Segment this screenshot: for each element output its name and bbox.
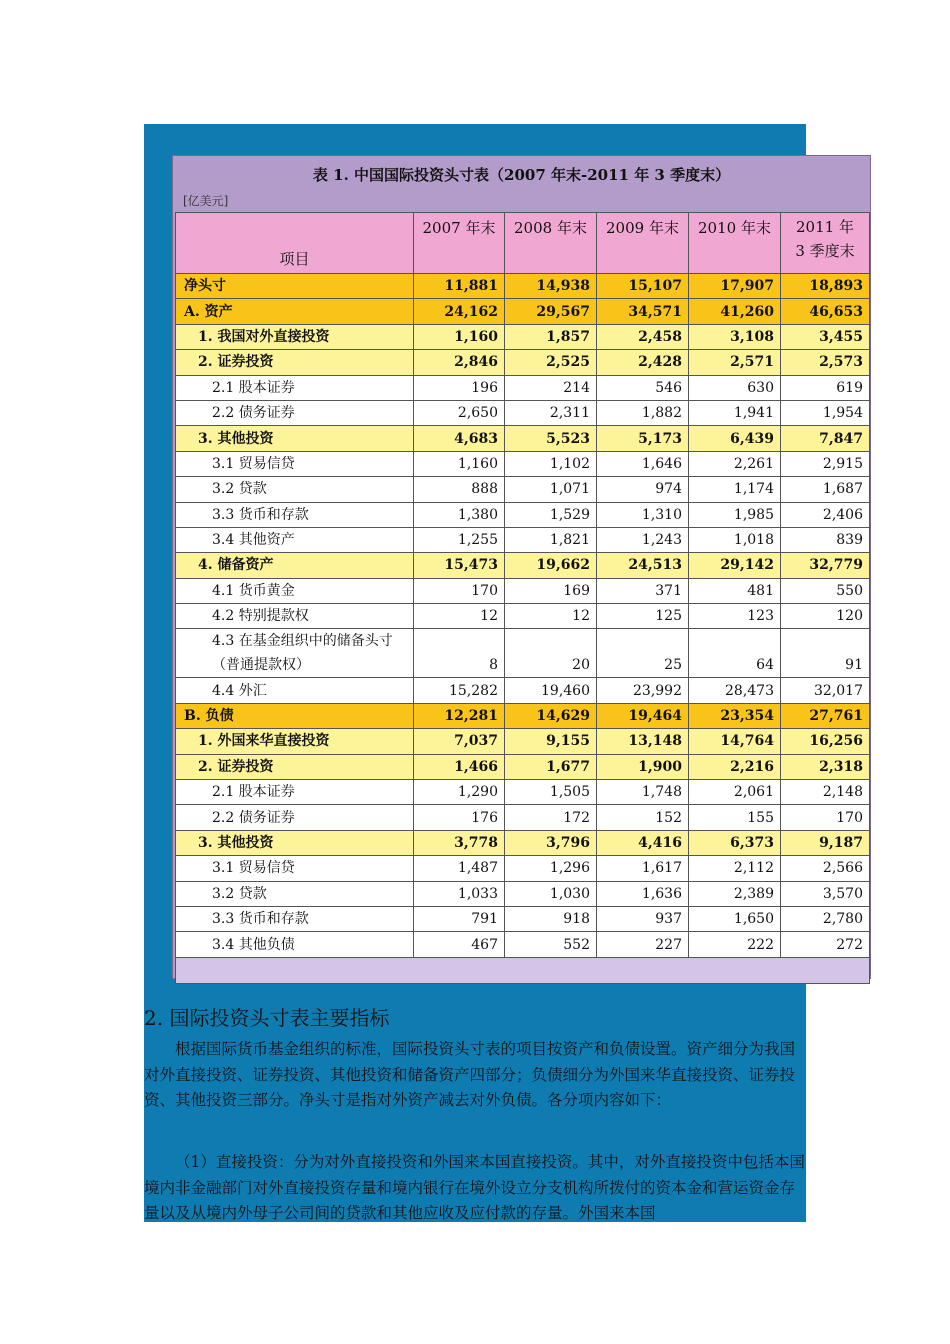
table-row (176, 274, 870, 299)
row-value: 1,174 (689, 477, 781, 502)
row-label: 3.2 贷款 (176, 477, 414, 502)
row-value: 15,282 (414, 678, 505, 703)
row-label: 2.1 股本证券 (176, 375, 414, 400)
row-value: 41,260 (689, 299, 781, 324)
row-value: 2,780 (781, 906, 870, 931)
row-label: 2. 证券投资 (176, 754, 414, 779)
row-value: 4,683 (414, 426, 505, 451)
row-value: 29,142 (689, 553, 781, 578)
row-value: 1,636 (597, 881, 689, 906)
table-row (176, 932, 870, 957)
row-value: 155 (689, 805, 781, 830)
row-value: 1,650 (689, 906, 781, 931)
row-value: 2,571 (689, 350, 781, 375)
table-row (176, 729, 870, 754)
row-value: 14,938 (505, 274, 597, 299)
row-value: 2,216 (689, 754, 781, 779)
row-value: 6,439 (689, 426, 781, 451)
row-value: 123 (689, 604, 781, 629)
row-value: 1,687 (781, 477, 870, 502)
row-value: 2,915 (781, 451, 870, 476)
table-title: 表 1. 中国国际投资头寸表（2007 年末-2011 年 3 季度末） (312, 166, 731, 184)
row-label: 4.2 特别提款权 (176, 604, 414, 629)
row-value: 839 (781, 527, 870, 552)
row-value: 1,380 (414, 502, 505, 527)
row-value: 2,148 (781, 780, 870, 805)
table-row (176, 553, 870, 578)
row-value: 28,473 (689, 678, 781, 703)
row-value: 29,567 (505, 299, 597, 324)
row-value: 5,523 (505, 426, 597, 451)
row-value: 481 (689, 578, 781, 603)
row-value: 227 (597, 932, 689, 957)
table-row (176, 754, 870, 779)
row-value: 13,148 (597, 729, 689, 754)
row-value: 9,187 (781, 830, 870, 855)
row-value: 14,629 (505, 703, 597, 728)
row-value: 18,893 (781, 274, 870, 299)
row-value: 64 (689, 629, 781, 678)
header-year-2007: 2007 年末 (414, 213, 505, 274)
row-value: 120 (781, 604, 870, 629)
table-row (176, 527, 870, 552)
row-value: 12,281 (414, 703, 505, 728)
row-value: 3,796 (505, 830, 597, 855)
table-row (176, 502, 870, 527)
table-row (176, 400, 870, 425)
section-heading: 2. 国际投资头寸表主要指标 (144, 1006, 390, 1030)
row-value: 1,290 (414, 780, 505, 805)
row-value: 4,416 (597, 830, 689, 855)
table-row (176, 604, 870, 629)
row-value: 14,764 (689, 729, 781, 754)
row-value: 46,653 (781, 299, 870, 324)
header-item: 项目 (176, 213, 414, 274)
row-value: 1,646 (597, 451, 689, 476)
row-value: 2,458 (597, 324, 689, 349)
row-value: 24,513 (597, 553, 689, 578)
row-value: 12 (505, 604, 597, 629)
row-value: 2,525 (505, 350, 597, 375)
row-value: 1,466 (414, 754, 505, 779)
row-label: 3.1 贸易信贷 (176, 856, 414, 881)
row-value: 91 (781, 629, 870, 678)
row-value: 791 (414, 906, 505, 931)
table-row (176, 703, 870, 728)
row-value: 1,821 (505, 527, 597, 552)
row-value: 222 (689, 932, 781, 957)
row-value: 15,473 (414, 553, 505, 578)
row-value: 125 (597, 604, 689, 629)
row-value: 172 (505, 805, 597, 830)
row-label: 3.3 货币和存款 (176, 502, 414, 527)
row-value: 214 (505, 375, 597, 400)
iip-table (175, 212, 870, 984)
row-value: 272 (781, 932, 870, 957)
row-value: 2,650 (414, 400, 505, 425)
row-label: 4. 储备资产 (176, 553, 414, 578)
row-label: 1. 我国对外直接投资 (176, 324, 414, 349)
row-value: 2,311 (505, 400, 597, 425)
row-value: 196 (414, 375, 505, 400)
row-value: 25 (597, 629, 689, 678)
header-year-2008: 2008 年末 (505, 213, 597, 274)
row-value: 371 (597, 578, 689, 603)
table-row (176, 426, 870, 451)
table-row (176, 856, 870, 881)
row-value: 9,155 (505, 729, 597, 754)
row-label: 2.1 股本证券 (176, 780, 414, 805)
row-value: 2,846 (414, 350, 505, 375)
row-value: 2,406 (781, 502, 870, 527)
row-value: 17,907 (689, 274, 781, 299)
table-row (176, 881, 870, 906)
row-label: 4.1 货币黄金 (176, 578, 414, 603)
row-label: 2.2 债务证券 (176, 805, 414, 830)
row-value: 152 (597, 805, 689, 830)
row-value: 1,160 (414, 451, 505, 476)
row-value: 2,389 (689, 881, 781, 906)
table-footer-row (176, 957, 870, 983)
row-value: 974 (597, 477, 689, 502)
row-value: 550 (781, 578, 870, 603)
row-value: 3,108 (689, 324, 781, 349)
row-label: 3.3 货币和存款 (176, 906, 414, 931)
row-value: 1,954 (781, 400, 870, 425)
row-value: 32,017 (781, 678, 870, 703)
row-value: 1,529 (505, 502, 597, 527)
table-row (176, 299, 870, 324)
row-value: 5,173 (597, 426, 689, 451)
row-value: 2,112 (689, 856, 781, 881)
row-value: 1,243 (597, 527, 689, 552)
row-value: 12 (414, 604, 505, 629)
row-value: 1,487 (414, 856, 505, 881)
row-value: 1,941 (689, 400, 781, 425)
row-value: 630 (689, 375, 781, 400)
row-value: 1,071 (505, 477, 597, 502)
header-year-2009: 2009 年末 (597, 213, 689, 274)
row-value: 619 (781, 375, 870, 400)
iip-table-frame (172, 155, 871, 979)
row-value: 32,779 (781, 553, 870, 578)
row-value: 2,566 (781, 856, 870, 881)
table-row (176, 477, 870, 502)
row-value: 16,256 (781, 729, 870, 754)
row-label: 净头寸 (176, 274, 414, 299)
table-row (176, 906, 870, 931)
paragraph-intro: 根据国际货币基金组织的标准，国际投资头寸表的项目按资产和负债设置。资产细分为我国对外直接投资、证券投资、其他投资和储备资产四部分；负债细分为外国来华直接投资、证券投资、其他投资三部分。净头寸是指对外资产减去对外负债。各分项内容如下： (144, 1040, 796, 1109)
row-value: 1,102 (505, 451, 597, 476)
row-value: 34,571 (597, 299, 689, 324)
row-value: 1,985 (689, 502, 781, 527)
row-label: 3. 其他投资 (176, 426, 414, 451)
row-value: 1,018 (689, 527, 781, 552)
row-value: 1,882 (597, 400, 689, 425)
row-label: 4.4 外汇 (176, 678, 414, 703)
row-value: 176 (414, 805, 505, 830)
row-value: 1,310 (597, 502, 689, 527)
table-row (176, 324, 870, 349)
row-value: 1,617 (597, 856, 689, 881)
table-row (176, 629, 870, 678)
table-row (176, 350, 870, 375)
row-label: 3. 其他投资 (176, 830, 414, 855)
header-year-2010: 2010 年末 (689, 213, 781, 274)
row-value: 1,030 (505, 881, 597, 906)
row-value: 2,573 (781, 350, 870, 375)
row-value: 1,255 (414, 527, 505, 552)
table-row (176, 678, 870, 703)
row-value: 2,318 (781, 754, 870, 779)
row-label: 3.4 其他资产 (176, 527, 414, 552)
table-row (176, 830, 870, 855)
row-value: 552 (505, 932, 597, 957)
row-value: 3,455 (781, 324, 870, 349)
row-value: 1,748 (597, 780, 689, 805)
row-value: 170 (414, 578, 505, 603)
header-year-2011q3: 2011 年 3 季度末 (781, 213, 870, 274)
row-value: 27,761 (781, 703, 870, 728)
table-footer-cell (176, 957, 870, 983)
row-value: 3,570 (781, 881, 870, 906)
row-value: 19,662 (505, 553, 597, 578)
row-value: 8 (414, 629, 505, 678)
row-value: 1,033 (414, 881, 505, 906)
row-label: 3.4 其他负债 (176, 932, 414, 957)
table-row (176, 375, 870, 400)
row-label: 3.2 贷款 (176, 881, 414, 906)
row-value: 11,881 (414, 274, 505, 299)
row-value: 169 (505, 578, 597, 603)
row-value: 1,677 (505, 754, 597, 779)
row-value: 888 (414, 477, 505, 502)
row-value: 1,900 (597, 754, 689, 779)
row-value: 1,160 (414, 324, 505, 349)
row-value: 19,464 (597, 703, 689, 728)
row-value: 2,261 (689, 451, 781, 476)
row-value: 23,992 (597, 678, 689, 703)
row-label: A. 资产 (176, 299, 414, 324)
table-body (176, 274, 870, 958)
row-value: 15,107 (597, 274, 689, 299)
row-value: 7,847 (781, 426, 870, 451)
row-value: 20 (505, 629, 597, 678)
paragraph-direct-investment: （1）直接投资：分为对外直接投资和外国来本国直接投资。其中，对外直接投资中包括本国境内非金融部门对外直接投资存量和境内银行在境外设立分支机构所拨付的资本金和营运资金存量以及从境内外母子公司间的贷款和其他应收及应付款的存量。外国来本国 (144, 1153, 805, 1222)
row-label: 4.3 在基金组织中的储备头寸（普通提款权） (176, 629, 414, 678)
row-value: 1,296 (505, 856, 597, 881)
row-value: 467 (414, 932, 505, 957)
row-value: 2,061 (689, 780, 781, 805)
row-value: 1,857 (505, 324, 597, 349)
row-label: 2. 证券投资 (176, 350, 414, 375)
row-value: 546 (597, 375, 689, 400)
row-value: 937 (597, 906, 689, 931)
table-unit: [亿美元] (183, 194, 229, 208)
row-label: 1. 外国来华直接投资 (176, 729, 414, 754)
row-value: 6,373 (689, 830, 781, 855)
table-row (176, 578, 870, 603)
row-value: 170 (781, 805, 870, 830)
row-value: 918 (505, 906, 597, 931)
row-value: 2,428 (597, 350, 689, 375)
row-label: 2.2 债务证券 (176, 400, 414, 425)
row-value: 1,505 (505, 780, 597, 805)
row-label: B. 负债 (176, 703, 414, 728)
row-value: 7,037 (414, 729, 505, 754)
row-value: 19,460 (505, 678, 597, 703)
table-row (176, 805, 870, 830)
row-value: 24,162 (414, 299, 505, 324)
row-value: 3,778 (414, 830, 505, 855)
row-value: 23,354 (689, 703, 781, 728)
row-label: 3.1 贸易信贷 (176, 451, 414, 476)
table-row (176, 780, 870, 805)
table-row (176, 451, 870, 476)
